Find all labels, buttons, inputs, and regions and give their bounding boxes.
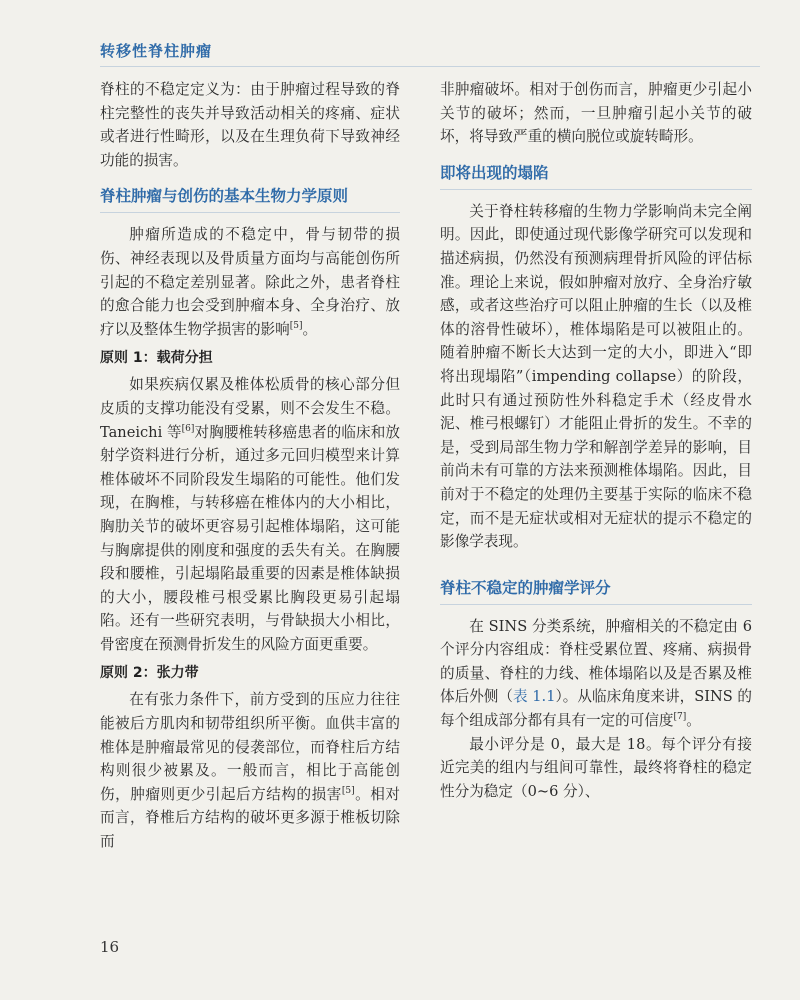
section-heading-biomechanics: 脊柱肿瘤与创伤的基本生物力学原则 (100, 178, 400, 213)
right-column (440, 78, 752, 803)
sentence-end: 。 (686, 712, 701, 730)
section-heading-oncologic-score: 脊柱不稳定的肿瘤学评分 (440, 570, 752, 605)
sins-paragraph (440, 615, 752, 733)
biomechanics-paragraph (100, 223, 400, 341)
left-column (100, 78, 400, 854)
principle2-paragraph (100, 688, 400, 853)
sentence-end: 。 (302, 320, 318, 338)
sins-text-b: ）。从临床角度来讲，SINS 的每个组成部分都有具有一定的可信度 (440, 688, 752, 730)
principle2-text-b: 。相对而言，脊椎后方结构的破坏更多源于椎板切除而 (100, 785, 400, 851)
score-range-paragraph: 最小评分是 0，最大是 18。每个评分有接近完美的组内与组间可靠性，最终将脊柱的稳定性分为稳定（0~6 分）、 (440, 735, 752, 800)
header-divider (100, 66, 760, 67)
principle1-heading: 原则 1：载荷分担 (100, 350, 213, 367)
citation-ref: [5] (341, 785, 355, 796)
biomechanics-text: 肿瘤所造成的不稳定中，骨与韧带的损伤、神经表现以及骨质量方面均与高能创伤所引起的不稳定差别显著。除此之外，患者脊柱的愈合能力也会受到肿瘤本身、全身治疗、放疗以及整体生物学损害的影响 (100, 226, 400, 338)
impending-collapse-paragraph: 关于脊柱转移瘤的生物力学影响尚未完全阐明。因此，即使通过现代影像学研究可以发现和描述病损，仍然没有预测病理骨折风险的评估标准。理论上来说，假如肿瘤对放疗、全身治疗敏感，或者这些治疗可以阻止肿瘤的生长（以及椎体的溶骨性破坏），椎体塌陷是可以被阻止的。随着肿瘤不断长大达到一定的大小，即进入“即将出现塌陷”（impending collapse）的阶段，此时只有通过预防性外科稳定手术（经皮骨水泥、椎弓根螺钉）才能阻止骨折的发生。不幸的是，受到局部生物力学和解剖学差异的影响，目前尚未有可靠的方法来预测椎体塌陷。因此，目前对于不稳定的处理仍主要基于实际的临床不稳定，而不是无症状或相对无症状的提示不稳定的影像学表现。 (440, 202, 752, 551)
principle1-text-a: 如果疾病仅累及椎体松质骨的核心部分但皮质的支撑功能没有受累，则不会发生不稳。Taneichi 等 (100, 376, 400, 441)
principle2-text-a: 在有张力条件下，前方受到的压应力往往能被后方肌肉和韧带组织所平衡。血供丰富的椎体是肿瘤最常见的侵袭部位，而脊柱后方结构则很少被累及。一般而言，相比于高能创伤，肿瘤则更少引起后方结构的损害 (100, 691, 400, 803)
table-reference-link[interactable]: 表 1.1 (513, 688, 556, 706)
intro-paragraph: 脊柱的不稳定定义为：由于肿瘤过程导致的脊柱完整性的丧失并导致活动相关的疼痛、症状或者进行性畸形，以及在生理负荷下导致神经功能的损害。 (100, 81, 400, 169)
citation-ref: [7] (673, 712, 687, 723)
page-number: 16 (100, 938, 120, 956)
sins-text-a: 在 SINS 分类系统，肿瘤相关的不稳定由 6 个评分内容组成：脊柱受累位置、疼痛、病损骨的质量、脊柱的力线、椎体塌陷以及是否累及椎体后外侧（ (440, 617, 752, 706)
section-heading-impending-collapse: 即将出现的塌陷 (440, 155, 752, 190)
principle1-text-b: 对胸腰椎转移癌患者的临床和放射学资料进行分析，通过多元回归模型来计算椎体破坏不同阶段发生塌陷的可能性。他们发现，在胸椎，与转移癌在椎体内的大小相比，胸肋关节的破坏更容易引起椎体塌陷，这可能与胸廓提供的刚度和强度的丢失有关。在胸腰段和腰椎，引起塌陷最重要的因素是椎体缺损的大小，腰段椎弓根受累比胸段更易引起塌陷。还有一些研究表明，与骨缺损大小相比，骨密度在预测骨折发生的风险方面更重要。 (100, 423, 400, 653)
principle1-paragraph (100, 373, 400, 656)
citation-ref: [6] (181, 423, 195, 434)
running-head: 转移性脊柱肿瘤 (100, 42, 213, 60)
principle2-heading: 原则 2：张力带 (100, 665, 199, 682)
citation-ref: [5] (289, 320, 303, 331)
continued-paragraph: 非肿瘤破坏。相对于创伤而言，肿瘤更少引起小关节的破坏；然而，一旦肿瘤引起小关节的破坏，将导致严重的横向脱位或旋转畸形。 (440, 81, 752, 146)
